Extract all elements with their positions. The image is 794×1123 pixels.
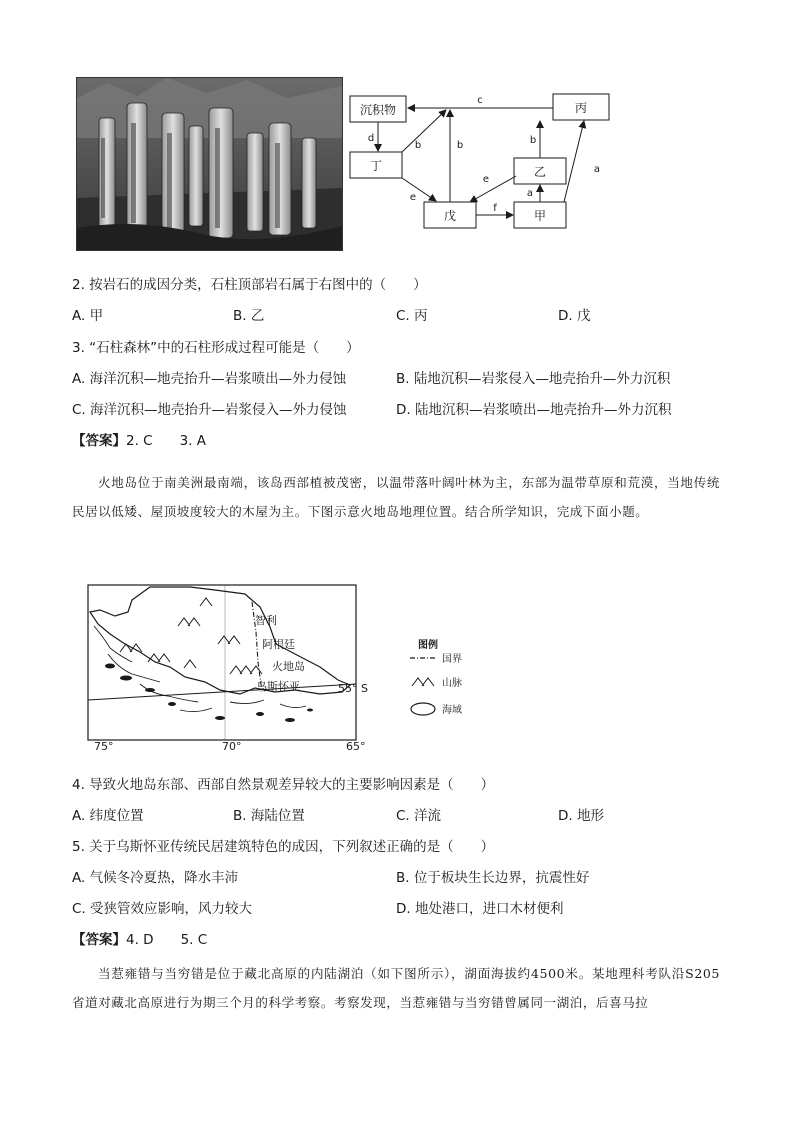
question-3-option-c[interactable]: C. 海洋沉积—地壳抬升—岩浆侵入—外力侵蚀 <box>72 402 347 418</box>
map-lon-70: 70° <box>222 740 242 752</box>
legend-title: 图例 <box>418 640 438 651</box>
label-b1: b <box>414 140 422 151</box>
node-sediment: 沉积物 <box>359 103 397 117</box>
map-label-lat: 55° S <box>338 682 368 695</box>
answer-tag: 【答案】 <box>72 932 126 948</box>
map-legend <box>410 638 462 716</box>
legend-border: 国界 <box>442 654 462 665</box>
question-4-option-a[interactable]: A. 纬度位置 <box>72 808 144 824</box>
label-d: d <box>367 133 375 144</box>
answer-block-1 <box>72 432 206 450</box>
map-label-ushuaia: 乌斯怀亚 <box>256 680 300 693</box>
label-a2: a <box>593 164 601 175</box>
answer-tag: 【答案】 <box>72 433 126 449</box>
question-3-option-a[interactable]: A. 海洋沉积—地壳抬升—岩浆喷出—外力侵蚀 <box>72 371 347 387</box>
edge-e1 <box>402 178 436 201</box>
question-4-option-b[interactable]: B. 海陆位置 <box>233 808 305 824</box>
node-jia: 甲 <box>533 209 547 223</box>
map-label-chile: 智利 <box>255 614 277 627</box>
question-3-option-d[interactable]: D. 陆地沉积—岩浆喷出—地壳抬升—外力沉积 <box>396 402 672 418</box>
question-2-option-b[interactable]: B. 乙 <box>233 308 265 324</box>
node-bing: 丙 <box>574 101 588 115</box>
legend-sea-icon <box>411 703 435 715</box>
question-3-stem: 3. “石柱森林”中的石柱形成过程可能是（ ） <box>72 340 360 356</box>
node-ding: 丁 <box>369 159 383 173</box>
edge-a2 <box>564 121 584 202</box>
label-e2: e <box>482 174 490 185</box>
map-label-island: 火地岛 <box>272 660 305 673</box>
question-5-option-b[interactable]: B. 位于板块生长边界，抗震性好 <box>396 870 590 886</box>
answer-text: 4. D 5. C <box>126 932 208 948</box>
label-a1: a <box>526 188 534 199</box>
stone-forest-photo-drawing <box>77 78 342 250</box>
question-5-option-c[interactable]: C. 受狭管效应影响，风力较大 <box>72 901 253 917</box>
question-2-option-d[interactable]: D. 戊 <box>558 308 591 324</box>
rock-cycle-diagram <box>340 88 630 238</box>
map-lon-65: 65° <box>346 740 366 752</box>
passage-tierra-del-fuego: 火地岛位于南美洲最南端，该岛西部植被茂密，以温带落叶阔叶林为主，东部为温带草原和荒漠，当地传统民居以低矮、屋顶坡度较大的木屋为主。下图示意火地岛地理位置。结合所学知识，完成下面小题。 <box>72 475 720 519</box>
question-2-option-c[interactable]: C. 丙 <box>396 308 428 324</box>
question-4-stem: 4. 导致火地岛东部、西部自然景观差异较大的主要影响因素是（ ） <box>72 777 495 793</box>
question-5-stem: 5. 关于乌斯怀亚传统民居建筑特色的成因，下列叙述正确的是（ ） <box>72 839 495 855</box>
edge-b1 <box>402 110 446 152</box>
stone-forest-photo <box>76 77 343 251</box>
label-c: c <box>477 95 483 106</box>
question-4-option-d[interactable]: D. 地形 <box>558 808 604 824</box>
answer-text: 2. C 3. A <box>126 433 207 449</box>
legend-mountain: 山脉 <box>442 678 462 689</box>
passage-tibet-lakes: 当惹雍错与当穷错是位于藏北高原的内陆湖泊（如下图所示），湖面海拔约4500米。某地理科考队沿S205省道对藏北高原进行为期三个月的科学考察。考察发现，当惹雍错与当穷错曾属同一湖泊，后喜马拉 <box>72 966 720 1010</box>
legend-sea: 海域 <box>442 705 462 716</box>
label-f: f <box>493 203 497 214</box>
map-label-argentina: 阿根廷 <box>262 638 295 651</box>
label-b2: b <box>456 140 464 151</box>
question-5-option-a[interactable]: A. 气候冬冷夏热，降水丰沛 <box>72 870 239 886</box>
label-b3: b <box>529 135 537 146</box>
question-4-option-c[interactable]: C. 洋流 <box>396 808 442 824</box>
question-2-option-a[interactable]: A. 甲 <box>72 308 104 324</box>
node-wu: 戊 <box>443 209 457 223</box>
edge-e2 <box>470 176 516 202</box>
answer-block-2 <box>72 931 207 949</box>
node-yi: 乙 <box>533 165 547 179</box>
label-e1: e <box>409 192 417 203</box>
map-lon-75: 75° <box>94 740 114 752</box>
question-2-stem: 2. 按岩石的成因分类，石柱顶部岩石属于右图中的（ ） <box>72 277 427 293</box>
legend-mountain-icon <box>412 678 434 686</box>
question-5-option-d[interactable]: D. 地处港口，进口木材便利 <box>396 901 564 917</box>
question-3-option-b[interactable]: B. 陆地沉积—岩浆侵入—地壳抬升—外力沉积 <box>396 371 671 387</box>
tierra-del-fuego-map <box>80 582 480 752</box>
